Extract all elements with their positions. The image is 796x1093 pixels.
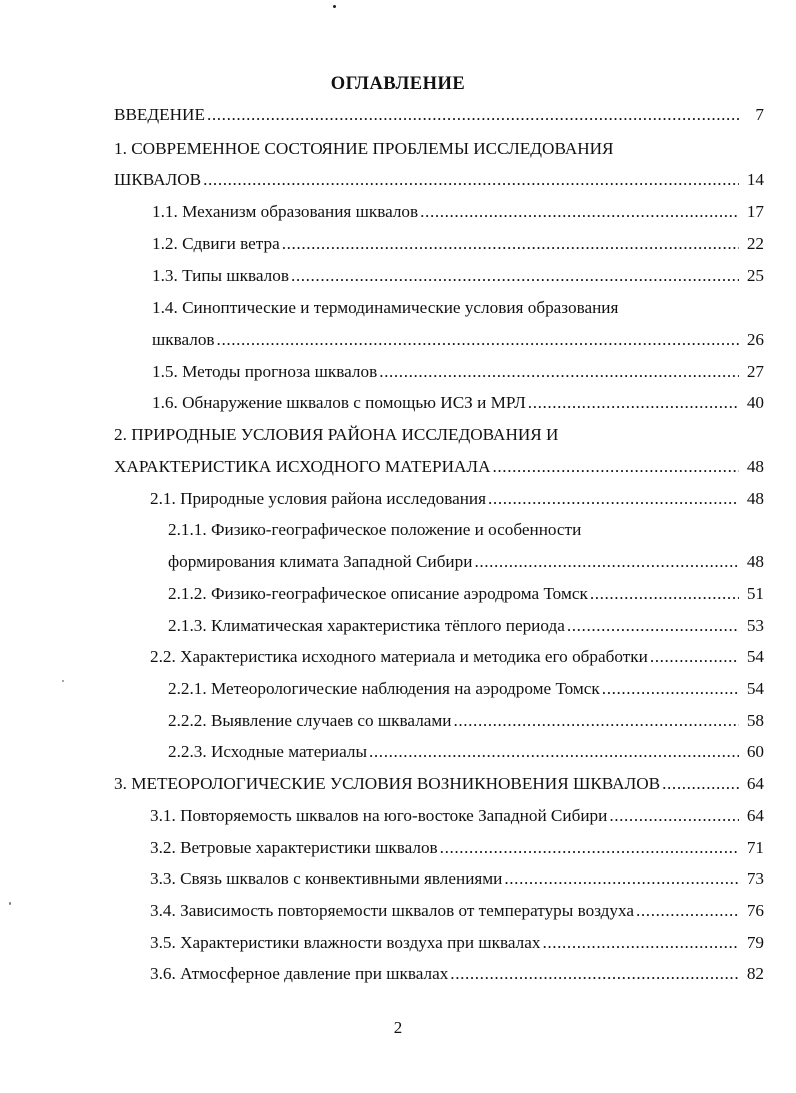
toc-entry-page: 48	[746, 489, 764, 508]
toc-entry-title: 3.3. Связь шквалов с конвективными явлениями	[150, 869, 503, 888]
toc-entry-page: 58	[746, 711, 764, 730]
toc-entry-2-2-2[interactable]	[168, 709, 764, 733]
toc-entry-chapter-1-cont[interactable]	[114, 168, 764, 192]
toc-entry-page: 25	[746, 266, 764, 285]
leader-dots	[488, 487, 739, 511]
toc-entry-title: шквалов	[152, 330, 215, 349]
toc-entry-page: 22	[746, 234, 764, 253]
leader-dots	[291, 264, 739, 288]
toc-entry-title: 3. МЕТЕОРОЛОГИЧЕСКИЕ УСЛОВИЯ ВОЗНИКНОВЕНИЯ ШКВАЛОВ	[114, 774, 661, 793]
toc-entry-2-1-2[interactable]	[168, 582, 764, 606]
toc-entry-1-2[interactable]	[152, 232, 764, 256]
toc-entry-1-1[interactable]	[152, 200, 764, 224]
leader-dots	[282, 232, 739, 256]
toc-entry-title: 1.4. Синоптические и термодинамические условия образования	[152, 298, 619, 317]
toc-entry-2-1-1[interactable]	[168, 518, 764, 542]
leader-dots	[450, 962, 739, 986]
leader-dots	[602, 677, 739, 701]
leader-dots	[440, 836, 739, 860]
toc-entry-chapter-3[interactable]	[114, 772, 764, 796]
toc-entry-1-4-cont[interactable]	[152, 328, 764, 352]
toc-entry-chapter-2[interactable]	[114, 423, 764, 447]
toc-entry-title: 3.2. Ветровые характеристики шквалов	[150, 838, 438, 857]
toc-entry-page: 73	[746, 869, 764, 888]
toc-entry-title: 3.6. Атмосферное давление при шквалах	[150, 964, 449, 983]
toc-entry-2-2-3[interactable]	[168, 740, 764, 764]
leader-dots	[203, 168, 739, 192]
toc-entry-page: 51	[746, 584, 764, 603]
leader-dots	[528, 391, 739, 415]
toc-entry-page: 54	[746, 679, 764, 698]
page-number: 2	[393, 1018, 403, 1037]
toc-entry-title: ХАРАКТЕРИСТИКА ИСХОДНОГО МАТЕРИАЛА	[114, 457, 491, 476]
leader-dots	[636, 899, 739, 923]
leader-dots	[542, 931, 739, 955]
toc-entry-title: 1.5. Методы прогноза шквалов	[152, 362, 378, 381]
toc-entry-title: 1.3. Типы шквалов	[152, 266, 289, 285]
toc-entry-page: 71	[746, 838, 764, 857]
leader-dots	[369, 740, 739, 764]
toc-entry-2-1[interactable]	[150, 487, 764, 511]
toc-entry-2-1-3[interactable]	[168, 614, 764, 638]
toc-entry-2-2-1[interactable]	[168, 677, 764, 701]
toc-entry-page: 76	[746, 901, 764, 920]
toc-entry-1-5[interactable]	[152, 360, 764, 384]
toc-entry-page: 7	[755, 105, 764, 124]
toc-entry-3-3[interactable]	[150, 867, 764, 891]
toc-entry-page: 64	[746, 806, 764, 825]
toc-entry-page: 40	[746, 393, 764, 412]
leader-dots	[453, 709, 739, 733]
toc-entry-title: 2.1. Природные условия района исследования	[150, 489, 487, 508]
toc-entry-title: 1. СОВРЕМЕННОЕ СОСТОЯНИЕ ПРОБЛЕМЫ ИССЛЕДОВАНИЯ	[114, 139, 614, 158]
toc-entry-title: 2. ПРИРОДНЫЕ УСЛОВИЯ РАЙОНА ИССЛЕДОВАНИЯ И	[114, 425, 559, 444]
toc-entry-title: 1.2. Сдвиги ветра	[152, 234, 280, 253]
toc-entry-page: 54	[746, 647, 764, 666]
leader-dots	[207, 103, 739, 127]
toc-entry-page: 53	[746, 616, 764, 635]
leader-dots	[493, 455, 739, 479]
toc-entry-title: 3.1. Повторяемость шквалов на юго-востоке Западной Сибири	[150, 806, 608, 825]
toc-entry-title: 2.1.3. Климатическая характеристика тёплого периода	[168, 616, 565, 635]
toc-entry-page: 26	[746, 330, 764, 349]
toc-entry-page: 60	[746, 742, 764, 761]
toc-entry-1-6[interactable]	[152, 391, 764, 415]
toc-entry-page: 79	[746, 933, 764, 952]
toc-entry-title: 2.2.2. Выявление случаев со шквалами	[168, 711, 452, 730]
leader-dots	[609, 804, 739, 828]
toc-entry-page: 27	[746, 362, 764, 381]
toc-entry-3-2[interactable]	[150, 836, 764, 860]
leader-dots	[650, 645, 739, 669]
leader-dots	[567, 614, 739, 638]
toc-entry-3-4[interactable]	[150, 899, 764, 923]
scan-speck	[333, 5, 336, 8]
scan-speck	[9, 902, 11, 905]
leader-dots	[504, 867, 739, 891]
toc-entry-page: 82	[746, 964, 764, 983]
toc-entry-2-1-1-cont[interactable]	[168, 550, 764, 574]
toc-entry-3-1[interactable]	[150, 804, 764, 828]
toc-entry-chapter-1[interactable]	[114, 137, 764, 161]
toc-entry-2-2[interactable]	[150, 645, 764, 669]
leader-dots	[379, 360, 739, 384]
toc-entry-title: 3.4. Зависимость повторяемости шквалов от температуры воздуха	[150, 901, 635, 920]
toc-entry-page: 48	[746, 552, 764, 571]
page-title: ОГЛАВЛЕНИЕ	[330, 74, 466, 94]
toc-entry-title: 1.1. Механизм образования шквалов	[152, 202, 419, 221]
toc-entry-page: 48	[746, 457, 764, 476]
toc-entry-3-6[interactable]	[150, 962, 764, 986]
toc-entry-title: 2.2. Характеристика исходного материала и методика его обработки	[150, 647, 648, 666]
toc-entry-title: 2.2.1. Метеорологические наблюдения на аэродроме Томск	[168, 679, 600, 698]
toc-entry-1-3[interactable]	[152, 264, 764, 288]
toc-entry-title: 2.1.1. Физико-географическое положение и особенности	[168, 520, 582, 539]
toc-entry-page: 64	[746, 774, 764, 793]
toc-entry-title: 3.5. Характеристики влажности воздуха при шквалах	[150, 933, 541, 952]
toc-entry-title: ШКВАЛОВ	[114, 170, 202, 189]
toc-entry-title: 2.1.2. Физико-географическое описание аэродрома Томск	[168, 584, 588, 603]
leader-dots	[474, 550, 739, 574]
leader-dots	[590, 582, 739, 606]
toc-entry-introduction[interactable]	[114, 103, 764, 127]
leader-dots	[662, 772, 739, 796]
toc-entry-chapter-2-cont[interactable]	[114, 455, 764, 479]
toc-entry-title: ВВЕДЕНИЕ	[114, 105, 205, 124]
toc-entry-3-5[interactable]	[150, 931, 764, 955]
toc-entry-1-4[interactable]	[152, 296, 764, 320]
toc-entry-title: формирования климата Западной Сибири	[168, 552, 473, 571]
toc-entry-page: 17	[746, 202, 764, 221]
toc-entry-page: 14	[746, 170, 764, 189]
toc-entry-title: 1.6. Обнаружение шквалов с помощью ИСЗ и МРЛ	[152, 393, 526, 412]
scan-speck	[62, 680, 64, 682]
toc-entry-title: 2.2.3. Исходные материалы	[168, 742, 368, 761]
leader-dots	[420, 200, 739, 224]
leader-dots	[217, 328, 739, 352]
